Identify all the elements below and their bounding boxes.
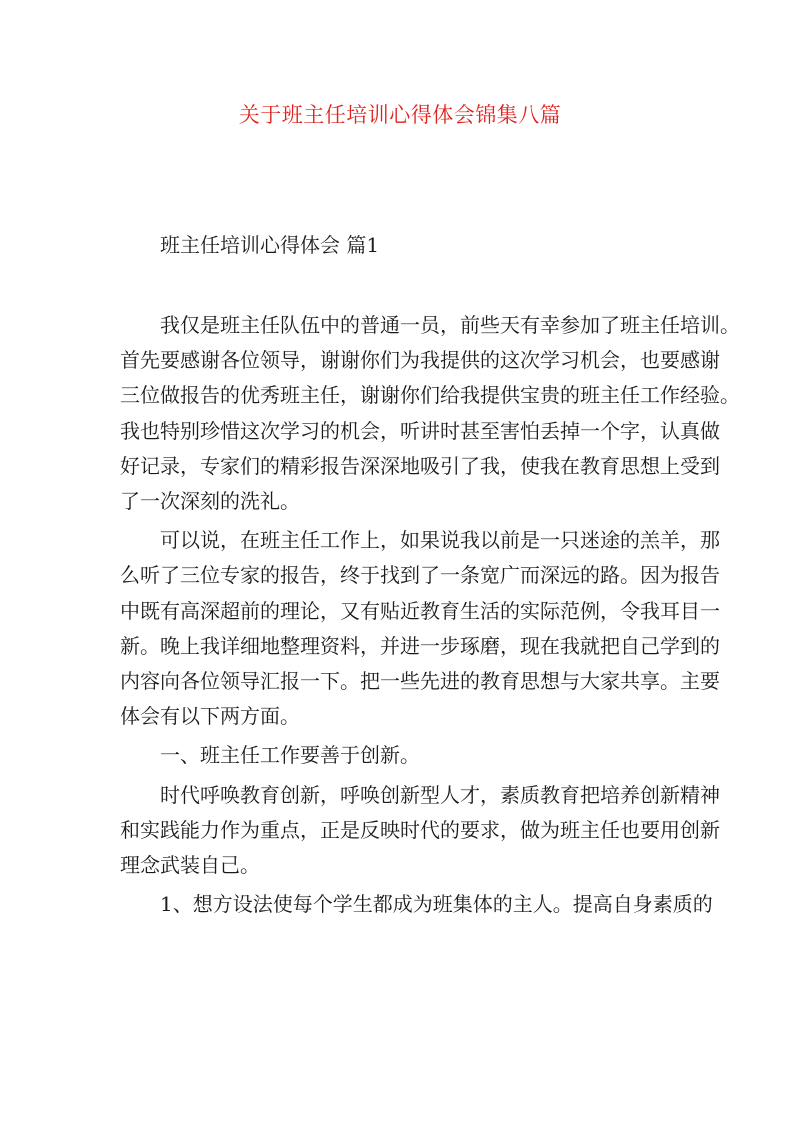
paragraph-line: 可以说，在班主任工作上，如果说我以前是一只迷途的羔羊，那	[160, 528, 720, 553]
paragraph-line: 一、班主任工作要善于创新。	[160, 743, 420, 768]
paragraph-line: 和实践能力作为重点，正是反映时代的要求，做为班主任也要用创新	[120, 817, 720, 842]
paragraph-line: 理念武装自己。	[120, 853, 260, 878]
paragraph-line: 我也特别珍惜这次学习的机会，听讲时甚至害怕丢掉一个字，认真做	[120, 418, 720, 443]
paragraph-line: 内容向各位领导汇报一下。把一些先进的教育思想与大家共享。主要	[120, 669, 720, 694]
document-title: 关于班主任培训心得体会锦集八篇	[238, 103, 562, 127]
paragraph-5	[120, 887, 713, 922]
paragraph-4	[120, 778, 720, 884]
paragraph-line: 中既有高深超前的理论，又有贴近教育生活的实际范例，令我耳目一	[120, 598, 720, 623]
paragraph-3	[120, 738, 685, 773]
paragraph-line: 新。晚上我详细地整理资料，并进一步琢磨，现在我就把自己学到的	[120, 633, 720, 658]
paragraph-line: 体会有以下两方面。	[120, 704, 300, 729]
paragraph-line: 我仅是班主任队伍中的普通一员，前些天有幸参加了班主任培训。	[160, 313, 740, 337]
paragraph-line: 么听了三位专家的报告，终于找到了一条宽广而深远的路。因为报告	[120, 563, 720, 588]
paragraph-1	[120, 308, 740, 519]
paragraph-2	[120, 523, 720, 734]
paragraph-line: 时代呼唤教育创新，呼唤创新型人才，素质教育把培养创新精神	[160, 782, 720, 807]
document-body	[120, 308, 740, 922]
paragraph-line: 首先要感谢各位领导，谢谢你们为我提供的这次学习机会，也要感谢	[120, 348, 720, 373]
paragraph-line: 好记录，专家们的精彩报告深深地吸引了我，使我在教育思想上受到	[120, 453, 720, 478]
paragraph-line: 1、想方设法使每个学生都成为班集体的主人。提高自身素质的	[160, 892, 713, 917]
paragraph-line: 了一次深刻的洗礼。	[120, 489, 300, 514]
section-heading: 班主任培训心得体会 篇1	[160, 233, 380, 257]
paragraph-line: 三位做报告的优秀班主任，谢谢你们给我提供宝贵的班主任工作经验。	[120, 383, 740, 408]
